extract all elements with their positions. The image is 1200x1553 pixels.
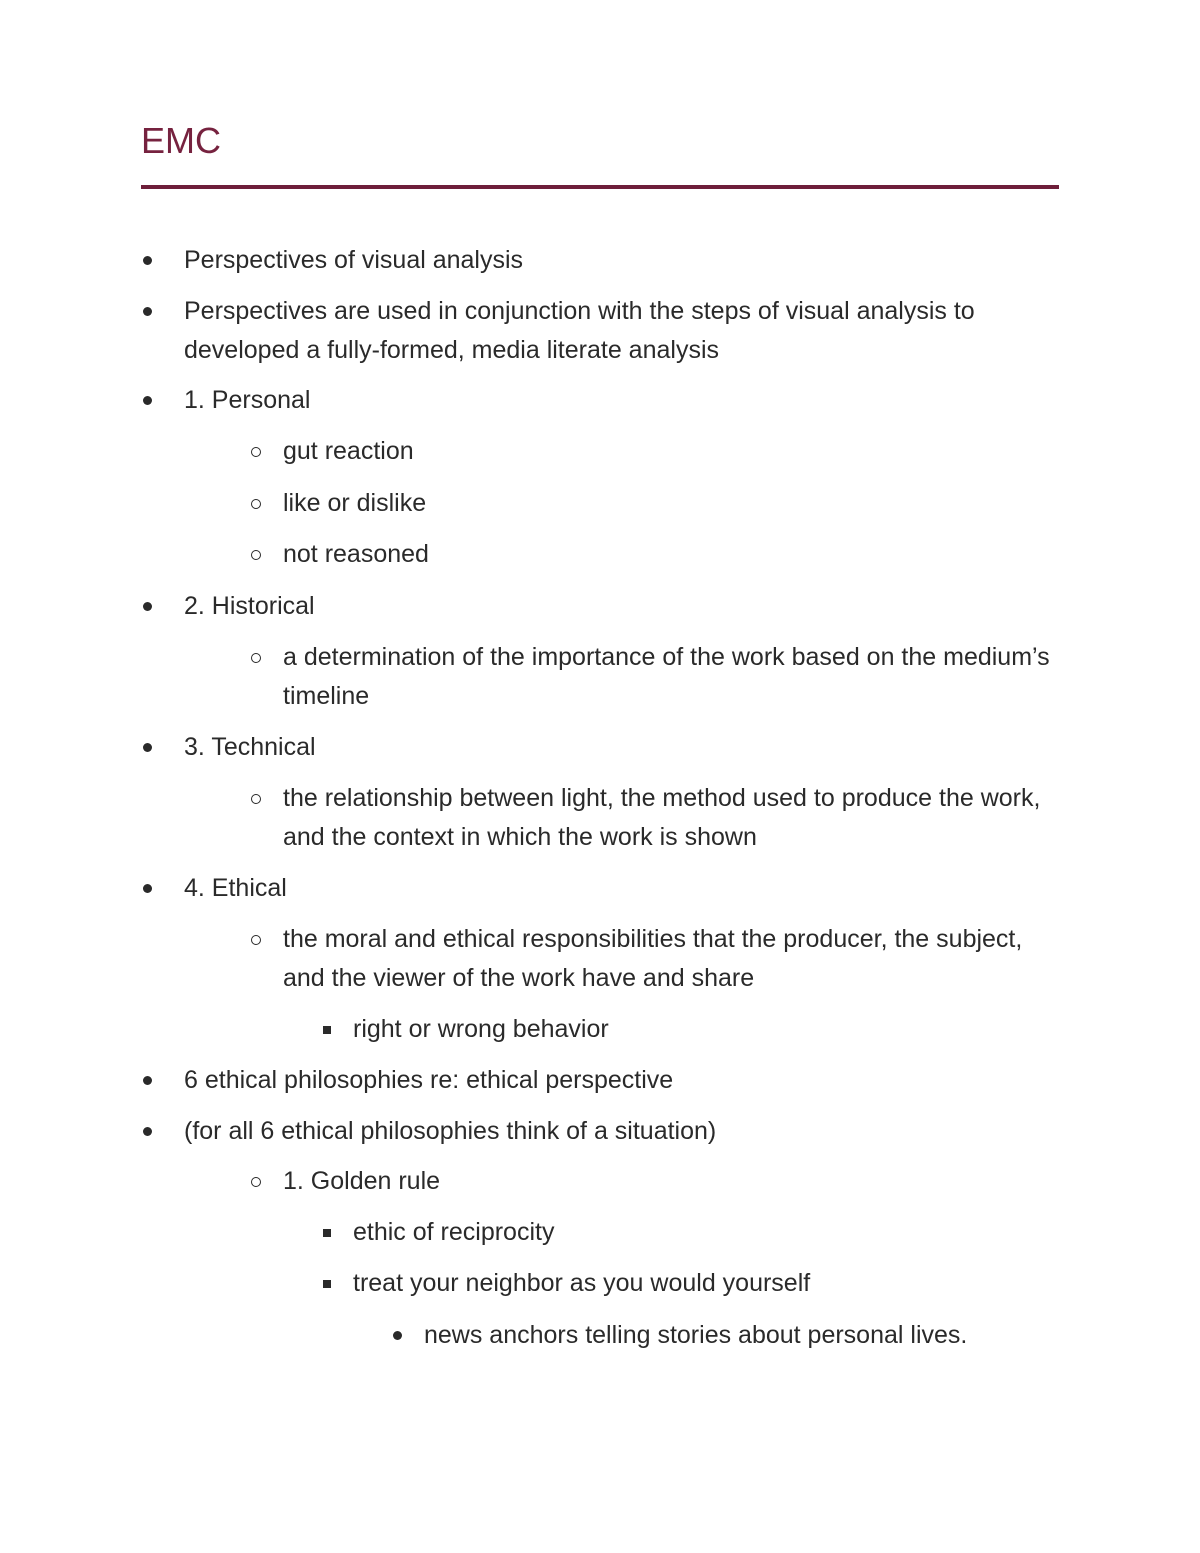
outline-item-level-3 (424, 1316, 1064, 1355)
dot-bullet-icon (141, 1112, 153, 1151)
outline-item-level-1 (283, 535, 1063, 574)
outline-item-text: 1. Golden rule (283, 1167, 441, 1195)
outline-item-text: treat your neighbor as you would yourself (353, 1269, 811, 1297)
outline-item-level-0 (184, 587, 1064, 626)
dot-bullet-icon (141, 241, 153, 280)
outline-item-level-1 (283, 779, 1063, 857)
square-bullet-icon (321, 1264, 333, 1303)
outline-item-text: like or dislike (283, 489, 427, 517)
outline-item-level-0 (184, 869, 1064, 908)
outline-item-text: the relationship between light, the method used to produce the work, and the context in which the work is shown (283, 784, 1041, 851)
circle-bullet-icon (250, 535, 262, 574)
outline-item-level-0 (184, 728, 1064, 767)
outline-item-text: (for all 6 ethical philosophies think of a situation) (184, 1117, 717, 1145)
outline-item-text: 4. Ethical (184, 874, 287, 902)
outline-item-text: Perspectives of visual analysis (184, 246, 524, 274)
outline-item-level-0 (184, 381, 1064, 420)
dot-bullet-icon (141, 1061, 153, 1100)
circle-bullet-icon (250, 920, 262, 959)
square-bullet-icon (321, 1010, 333, 1049)
dot-bullet-icon (141, 869, 153, 908)
circle-bullet-icon (250, 1162, 262, 1201)
dot-bullet-icon (141, 728, 153, 767)
dot-bullet-icon (141, 381, 153, 420)
outline-item-text: Perspectives are used in conjunction with the steps of visual analysis to developed a fully-formed, media literate analysis (184, 297, 975, 364)
outline-item-text: a determination of the importance of the work based on the medium’s timeline (283, 643, 1050, 710)
outline-item-text: gut reaction (283, 437, 414, 465)
outline-item-level-2 (353, 1213, 1063, 1252)
outline-item-text: the moral and ethical responsibilities that the producer, the subject, and the viewer of the work have and share (283, 925, 1023, 992)
square-bullet-icon (321, 1213, 333, 1252)
document-title: EMC (141, 120, 221, 161)
outline-item-level-0 (184, 241, 1064, 280)
outline-item-level-1 (283, 432, 1063, 471)
outline-item-level-0 (184, 292, 1064, 370)
title-underline (141, 185, 1059, 189)
outline-item-text: right or wrong behavior (353, 1015, 609, 1043)
dot-bullet-icon (141, 292, 153, 331)
outline-item-text: news anchors telling stories about personal lives. (424, 1321, 968, 1349)
outline-item-level-1 (283, 920, 1063, 998)
dot-bullet-icon (141, 587, 153, 626)
outline-item-text: 6 ethical philosophies re: ethical perspective (184, 1066, 674, 1094)
circle-bullet-icon (250, 779, 262, 818)
outline-item-level-0 (184, 1112, 1064, 1151)
outline-item-level-1 (283, 484, 1063, 523)
outline-item-text: 3. Technical (184, 733, 316, 761)
outline-item-level-0 (184, 1061, 1064, 1100)
dot-bullet-icon (391, 1316, 403, 1355)
circle-bullet-icon (250, 638, 262, 677)
outline-item-text: ethic of reciprocity (353, 1218, 555, 1246)
circle-bullet-icon (250, 484, 262, 523)
outline-item-level-2 (353, 1010, 1063, 1049)
outline-item-text: not reasoned (283, 540, 429, 568)
outline-item-level-1 (283, 638, 1063, 716)
outline-item-text: 1. Personal (184, 386, 311, 414)
outline-item-level-2 (353, 1264, 1063, 1303)
outline-item-level-1 (283, 1162, 1063, 1201)
outline-item-text: 2. Historical (184, 592, 315, 620)
circle-bullet-icon (250, 432, 262, 471)
